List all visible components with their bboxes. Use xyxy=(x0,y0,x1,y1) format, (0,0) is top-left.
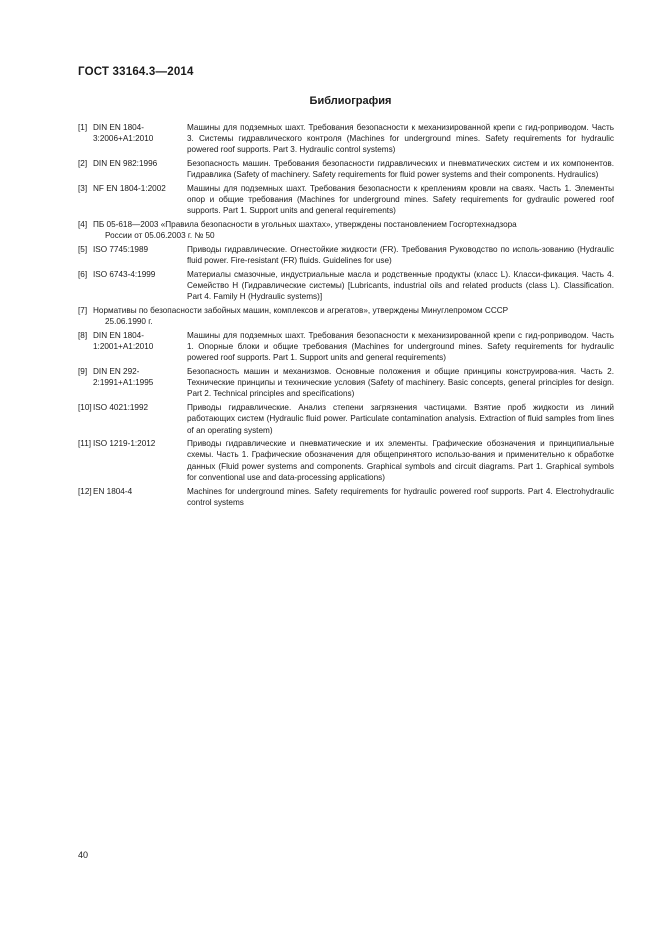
bib-id: DIN EN 982:1996 xyxy=(93,159,158,169)
bib-number: [3] xyxy=(78,184,88,194)
bib-entry xyxy=(78,122,614,156)
bib-number: [8] xyxy=(78,330,88,340)
bib-full-text xyxy=(78,219,614,241)
bib-id: ISO 1219-1:2012 xyxy=(93,439,156,449)
bib-description: Безопасность машин и механизмов. Основные положения и общие принципы конструирова-ния. Часть 2. Технические принципы и технические условия (Safety of machinery. Basic concepts, general principles for design. Part 2. Technical principles and specifications) xyxy=(187,367,614,399)
bib-full-text xyxy=(78,305,614,327)
bib-entry xyxy=(78,486,614,508)
bib-id: ISO 7745:1989 xyxy=(93,245,149,255)
bib-description: Приводы гидравлические и пневматические и их элементы. Графические обозначения и принципиальные схемы. Часть 1. Графические обозначения для общепринятого использо-вания и применительно к обработке данных (Fluid power systems and components. Graphical symbols and circuit diagrams. Part 1. Graphical symbols for conventional use and data-processing applications) xyxy=(187,439,614,482)
bib-description: Машины для подземных шахт. Требования безопасности к креплениям кровли на сваях. Часть 1. Элементы опор и общие требования (Machines for underground mines. Safety requirements for gydraulic powered roof supports. Part 1. Support units and general requirements) xyxy=(187,184,614,216)
bib-description: Безопасность машин. Требования безопасности гидравлических и пневматических систем и их компонентов. Гидравлика (Safety of machinery. Safety requirements for fluid power systems and their components. Hydraulics) xyxy=(187,159,614,180)
page-number: 40 xyxy=(78,850,89,860)
bib-entry xyxy=(78,219,614,241)
bib-id: DIN EN 1804-1:2001+A1:2010 xyxy=(93,330,154,352)
bib-number: [12] xyxy=(78,486,92,496)
page-header: ГОСТ 33164.3—2014 xyxy=(78,66,194,78)
bib-number: [4] xyxy=(78,220,88,230)
bib-number: [9] xyxy=(78,367,88,377)
bib-id: NF EN 1804-1:2002 xyxy=(93,184,166,194)
bib-number: [6] xyxy=(78,269,88,279)
bib-id: DIN EN 1804-3:2006+A1:2010 xyxy=(93,123,154,144)
bib-entry xyxy=(78,244,614,266)
bib-entry xyxy=(78,269,614,303)
bib-description: Приводы гидравлические. Огнестойкие жидкости (FR). Требования Руководство по исполь-зованию (Hydraulic fluid power. Fire-resistant (FR) fluids. Guidelines for use) xyxy=(187,245,614,266)
bib-id: ISO 6743-4:1999 xyxy=(93,269,156,279)
bib-continuation: России от 05.06.2003 г. № 50 xyxy=(105,231,215,241)
bib-id: ISO 4021:1992 xyxy=(93,403,149,413)
bib-number: [5] xyxy=(78,245,88,255)
bib-description: Материалы смазочные, индустриальные масла и родственные продукты (класс L). Класси-фикация. Часть 4. Семейство H (Гидравлические системы) [Lubricants, industrial oils and related products (class L). Classification. Part 4. Family H (Hydraulic systems)] xyxy=(187,269,614,302)
bib-number: [7] xyxy=(78,306,88,316)
bib-number: [2] xyxy=(78,159,88,169)
bib-entry xyxy=(78,438,614,483)
bib-number: [11] xyxy=(78,439,92,449)
bib-number: [1] xyxy=(78,123,88,132)
bib-entry xyxy=(78,366,614,400)
bib-entry xyxy=(78,158,614,180)
bib-number: [10] xyxy=(78,403,92,413)
bib-id: EN 1804-4 xyxy=(93,486,133,496)
bib-continuation: 25.06.1990 г. xyxy=(105,317,153,327)
bib-description: Приводы гидравлические. Анализ степени загрязнения частицами. Взятие проб жидкости из линий работающих систем (Hydraulic fluid power. Particulate contamination analysis. Extraction of fluid samples from lines of an operating system) xyxy=(187,403,614,435)
bib-entry xyxy=(78,402,614,436)
bib-entry xyxy=(78,330,614,364)
bib-entry xyxy=(78,183,614,217)
bib-description: Машины для подземных шахт. Требования безопасности к механизированной крепи с гид-роприводом. Часть 3. Системы гидравлического контроля (Machines for underground mines. Safety requirements for hydraulic powered roof supports. Part 3. Hydraulic control systems) xyxy=(187,123,614,155)
bib-id: DIN EN 292-2:1991+A1:1995 xyxy=(93,367,154,388)
bib-description: Нормативы по безопасности забойных машин, комплексов и агрегатов», утверждены Минуглепромом СССР xyxy=(93,306,509,316)
section-title: Библиография xyxy=(309,95,392,107)
bib-entry xyxy=(78,305,614,327)
bib-description: Машины для подземных шахт. Требования безопасности к механизированной крепи с гид-роприводом. Часть 1. Опорные блоки и общие требования (Machines for underground mines. Safety requirements for hydraulic powered roof supports. Part 1. Support units and general requirements) xyxy=(187,330,614,363)
bib-description: Machines for underground mines. Safety requirements for hydraulic powered roof supports. Part 4. Electrohydraulic control systems xyxy=(187,486,614,507)
bibliography-list xyxy=(78,122,614,511)
bib-description: ПБ 05-618—2003 «Правила безопасности в угольных шахтах», утверждены постановлением Госгортехнадзора xyxy=(93,220,517,230)
